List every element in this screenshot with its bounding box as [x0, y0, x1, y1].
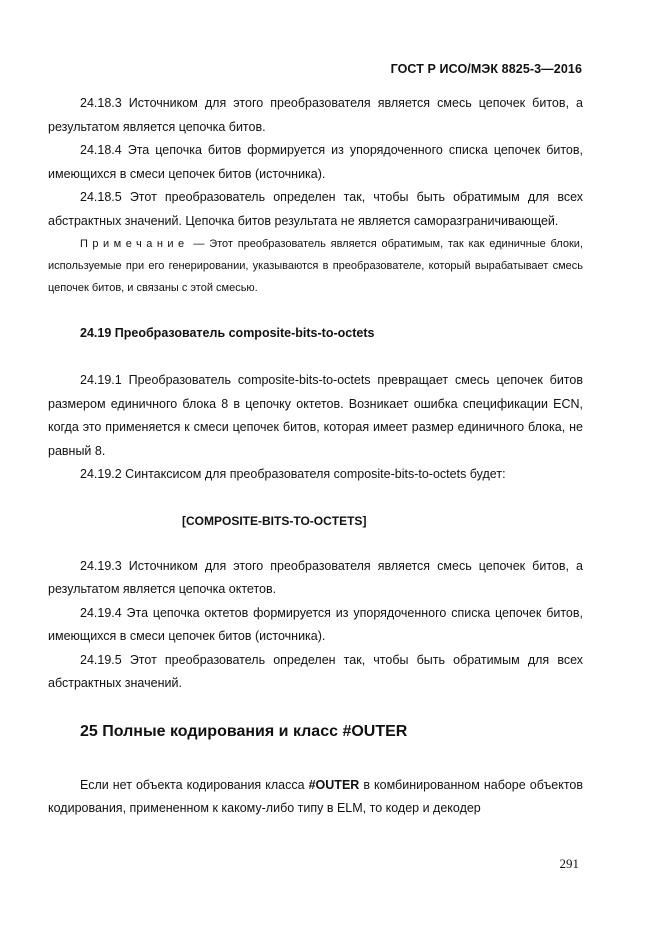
- paragraph-24-18-5: 24.18.5 Этот преобразователь определен так, чтобы быть обратимым для всех абстрактных значений. Цепочка битов результата не является саморазграничивающей.: [48, 190, 583, 228]
- paragraph-24-18-3: 24.18.3 Источником для этого преобразователя является смесь цепочек битов, а результатом является цепочка битов.: [48, 96, 583, 134]
- paragraph-24-18-4: 24.18.4 Эта цепочка битов формируется из упорядоченного списка цепочек битов, имеющихся в смеси цепочек битов (источника).: [48, 143, 583, 181]
- outer-class-name: #OUTER: [308, 777, 360, 792]
- note-label: Примечание: [80, 238, 189, 250]
- page-number: 291: [559, 856, 579, 871]
- section-25-heading: 25 Полные кодирования и класс #OUTER: [80, 722, 408, 740]
- paragraph-25-text-start: Если нет объекта кодирования класса: [80, 777, 309, 792]
- paragraph-25-text-end: в комбинированном наборе объектов кодирования, примененном к какому-либо типу в ELM, то кодер и декодер: [48, 777, 583, 815]
- paragraph-24-19-2: 24.19.2 Синтаксисом для преобразователя composite-bits-to-octets будет:: [80, 467, 506, 481]
- paragraph-24-19-1: 24.19.1 Преобразователь composite-bits-to-octets превращает смесь цепочек битов размером единичного блока 8 в цепочку октетов. Возникает ошибка спецификации ECN, когда это применяется к смеси цепочек битов, которая имеет размер единичного блока, не равный 8.: [48, 373, 583, 458]
- paragraph-25-intro: [48, 774, 583, 821]
- note-dash: —: [188, 238, 210, 250]
- page-content: [48, 92, 583, 821]
- note-text: Этот преобразователь является обратимым, так как единичные блоки, используемые при его генерировании, указываются в преобразователе, который вырабатывает смесь цепочек битов, и связаны с этой смесью.: [48, 238, 583, 294]
- section-24-19-heading: 24.19 Преобразователь composite-bits-to-octets: [80, 326, 375, 340]
- paragraph-24-19-4: 24.19.4 Эта цепочка октетов формируется из упорядоченного списка цепочек битов, имеющихся в смеси цепочек битов (источника).: [48, 605, 583, 643]
- syntax-block: [COMPOSITE-BITS-TO-OCTETS]: [182, 513, 367, 528]
- paragraph-24-19-5: 24.19.5 Этот преобразователь определен так, чтобы быть обратимым для всех абстрактных значений.: [48, 652, 583, 690]
- paragraph-24-19-3: 24.19.3 Источником для этого преобразователя является смесь цепочек битов, а результатом является цепочка октетов.: [48, 558, 583, 596]
- note-paragraph: [48, 233, 583, 299]
- standard-header: ГОСТ Р ИСО/МЭК 8825-3—2016: [390, 62, 582, 76]
